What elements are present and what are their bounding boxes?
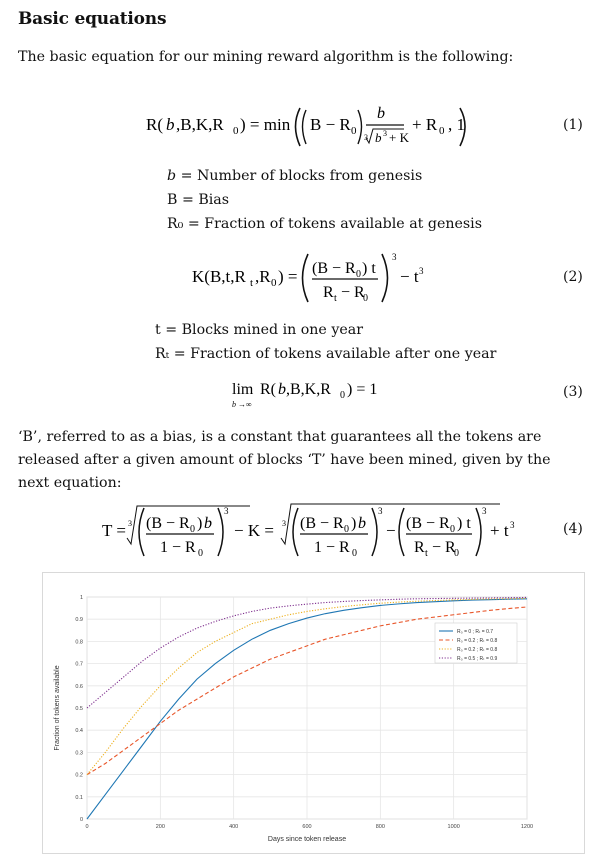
svg-text:+ K: + K bbox=[389, 130, 409, 145]
svg-text:− K =: − K = bbox=[234, 521, 274, 540]
svg-text:b: b bbox=[166, 115, 175, 134]
svg-text:0: 0 bbox=[340, 390, 345, 401]
svg-text:): ) bbox=[197, 515, 203, 532]
legend-label: R₀ = 0 ; Rₜ = 0.7 bbox=[457, 629, 494, 635]
x-tick-label: 200 bbox=[155, 824, 165, 830]
chart-svg bbox=[43, 573, 584, 853]
svg-text:R(: R( bbox=[146, 115, 163, 134]
definition-item: Rₜ = Fraction of tokens available after one year bbox=[155, 346, 497, 362]
svg-text:0: 0 bbox=[356, 269, 361, 280]
svg-text:− R: − R bbox=[341, 284, 365, 301]
svg-text:) t: ) t bbox=[362, 260, 376, 277]
svg-text:3: 3 bbox=[364, 133, 368, 142]
y-tick-label: 0.4 bbox=[75, 728, 83, 735]
equation-4 bbox=[100, 498, 520, 566]
svg-text:R: R bbox=[414, 539, 425, 556]
svg-text:,B,K,R: ,B,K,R bbox=[286, 381, 331, 398]
x-tick-label: 400 bbox=[229, 824, 239, 830]
definitions-block-2 bbox=[155, 318, 496, 366]
svg-text:3: 3 bbox=[419, 266, 424, 276]
y-tick-label: 0.6 bbox=[75, 683, 83, 690]
svg-text:0: 0 bbox=[344, 524, 349, 535]
svg-text:−: − bbox=[386, 521, 396, 540]
svg-text:b: b bbox=[358, 515, 366, 532]
equation-number: (4) bbox=[563, 521, 583, 537]
svg-text:3: 3 bbox=[128, 519, 132, 528]
equation-2 bbox=[186, 248, 426, 308]
svg-text:− R: − R bbox=[432, 539, 456, 556]
svg-text:0: 0 bbox=[454, 548, 459, 559]
svg-text:3: 3 bbox=[282, 519, 286, 528]
svg-text:b: b bbox=[377, 105, 385, 122]
svg-text:b: b bbox=[204, 515, 212, 532]
svg-text:R: R bbox=[323, 284, 334, 301]
svg-text:) =: ) = bbox=[278, 267, 298, 286]
legend-label: R₀ = 0.2 ; Rₜ = 0.8 bbox=[457, 647, 498, 653]
svg-text:,B,K,R: ,B,K,R bbox=[176, 115, 224, 134]
svg-text:− t: − t bbox=[400, 267, 419, 286]
y-tick-label: 0.3 bbox=[75, 750, 83, 757]
definition-item: t = Blocks mined in one year bbox=[155, 322, 363, 338]
svg-text:,R: ,R bbox=[255, 267, 271, 286]
y-tick-label: 0.7 bbox=[75, 661, 83, 668]
equation-number: (1) bbox=[563, 117, 583, 133]
svg-text:0: 0 bbox=[450, 524, 455, 535]
y-tick-label: 0.5 bbox=[75, 706, 83, 712]
svg-text:0: 0 bbox=[198, 548, 203, 559]
svg-text:3: 3 bbox=[383, 129, 387, 138]
svg-text:3: 3 bbox=[510, 520, 515, 530]
svg-text:0: 0 bbox=[233, 125, 239, 137]
x-tick-label: 1200 bbox=[520, 824, 534, 830]
svg-text:1 − R: 1 − R bbox=[160, 539, 196, 556]
svg-text:1 − R: 1 − R bbox=[314, 539, 350, 556]
y-tick-label: 0.9 bbox=[75, 617, 83, 624]
svg-text:(B − R: (B − R bbox=[300, 515, 344, 532]
x-axis-label: Days since token release bbox=[267, 836, 347, 843]
svg-text:+ t: + t bbox=[490, 521, 509, 540]
y-tick-label: 1 bbox=[79, 595, 83, 601]
svg-text:lim: lim bbox=[232, 381, 254, 398]
intro-paragraph: The basic equation for our mining reward algorithm is the following: bbox=[18, 49, 514, 65]
svg-text:t: t bbox=[334, 293, 337, 304]
svg-text:t: t bbox=[250, 277, 254, 289]
y-tick-label: 0.8 bbox=[75, 639, 83, 646]
svg-text:0: 0 bbox=[190, 524, 195, 535]
definition-item: R₀ = Fraction of tokens available at genesis bbox=[167, 216, 482, 232]
definition-item: B = Bias bbox=[167, 192, 230, 208]
svg-text:) = min: ) = min bbox=[240, 115, 291, 134]
y-tick-label: 0 bbox=[79, 817, 83, 823]
x-tick-label: 1000 bbox=[447, 824, 460, 830]
svg-text:0: 0 bbox=[352, 548, 357, 559]
bias-paragraph: ‘B’, referred to as a bias, is a constant that guarantees all the tokens are released after a given amount of blocks ‘T’ have been mined, given by the next equation: bbox=[18, 429, 551, 491]
svg-text:): ) bbox=[351, 515, 357, 532]
x-tick-label: 800 bbox=[375, 824, 385, 830]
legend-label: R₀ = 0.2 ; Rₜ = 0.8 bbox=[457, 638, 498, 644]
svg-text:3: 3 bbox=[392, 252, 397, 262]
svg-text:→∞: →∞ bbox=[238, 400, 252, 409]
section-heading: Basic equations bbox=[18, 9, 167, 29]
svg-text:) t: ) t bbox=[457, 515, 471, 532]
chart-container bbox=[42, 572, 585, 854]
y-axis-label: Fraction of tokens available bbox=[54, 665, 61, 751]
svg-text:t: t bbox=[425, 548, 428, 559]
definitions-block-1 bbox=[167, 164, 482, 236]
svg-text:(B − R: (B − R bbox=[146, 515, 190, 532]
svg-text:K(B,t,R: K(B,t,R bbox=[192, 267, 246, 286]
svg-text:0: 0 bbox=[363, 293, 368, 304]
svg-text:b: b bbox=[232, 400, 236, 409]
svg-text:3: 3 bbox=[482, 506, 487, 516]
x-tick-label: 0 bbox=[85, 824, 89, 830]
svg-text:+ R: + R bbox=[412, 115, 438, 134]
y-tick-label: 0.1 bbox=[75, 794, 83, 801]
svg-text:, 1: , 1 bbox=[448, 115, 465, 134]
svg-text:) = 1: ) = 1 bbox=[347, 381, 378, 398]
svg-text:B − R: B − R bbox=[310, 115, 351, 134]
equation-number: (2) bbox=[563, 269, 583, 285]
svg-text:0: 0 bbox=[271, 277, 277, 289]
svg-text:0: 0 bbox=[439, 125, 445, 137]
svg-text:(B − R: (B − R bbox=[406, 515, 450, 532]
equation-3 bbox=[228, 374, 378, 414]
svg-text:3: 3 bbox=[378, 506, 383, 516]
y-tick-label: 0.2 bbox=[75, 772, 83, 779]
svg-text:(B − R: (B − R bbox=[312, 260, 356, 277]
equation-1 bbox=[140, 96, 470, 154]
svg-text:0: 0 bbox=[351, 125, 357, 137]
x-tick-label: 600 bbox=[302, 824, 312, 830]
definition-item: b = Number of blocks from genesis bbox=[167, 168, 423, 184]
legend-label: R₀ = 0.5 ; Rₜ = 0.9 bbox=[457, 656, 498, 662]
svg-text:T =: T = bbox=[102, 521, 126, 540]
svg-text:b: b bbox=[278, 381, 286, 398]
svg-text:3: 3 bbox=[224, 506, 229, 516]
equation-number: (3) bbox=[563, 384, 583, 400]
svg-text:b: b bbox=[375, 130, 382, 145]
svg-text:R(: R( bbox=[260, 381, 276, 398]
